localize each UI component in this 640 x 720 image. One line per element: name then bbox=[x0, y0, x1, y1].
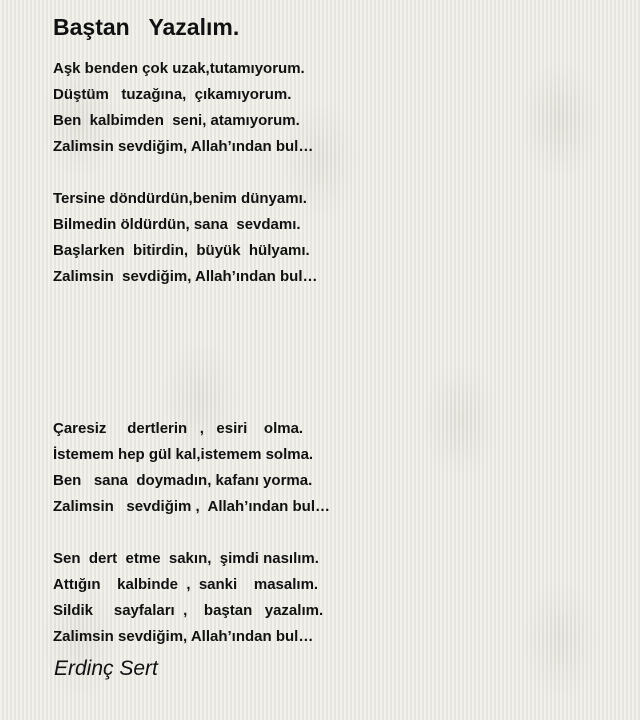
poem-line: Tersine döndürdün,benim dünyamı. bbox=[53, 190, 307, 207]
poem-line: Ben sana doymadın, kafanı yorma. bbox=[53, 472, 313, 489]
stanza-gap bbox=[53, 290, 613, 416]
poem-line: Zalimsin sevdiğim, Allah’ından bul… bbox=[53, 138, 314, 155]
poem-line: Ben kalbimden seni, atamıyorum. bbox=[53, 112, 300, 129]
stanza-1 bbox=[53, 56, 613, 160]
poem-line: Çaresiz dertlerin , esiri olma. bbox=[53, 420, 304, 437]
stanza-gap bbox=[53, 160, 613, 186]
poem-line: Sildik sayfaları , baştan yazalım. bbox=[53, 602, 324, 619]
poem-line: Bilmedin öldürdün, sana sevdamı. bbox=[53, 216, 301, 233]
poem-line: Başlarken bitirdin, büyük hülyamı. bbox=[53, 242, 310, 259]
poem-author: Erdinç Sert bbox=[54, 657, 158, 680]
poem-title: Baştan Yazalım. bbox=[53, 14, 240, 40]
stanza-3 bbox=[53, 416, 613, 520]
stanza-2 bbox=[53, 186, 613, 290]
poem-line: Sen dert etme sakın, şimdi nasılım. bbox=[53, 550, 319, 567]
poem-line: Zalimsin sevdiğim, Allah’ından bul… bbox=[53, 268, 318, 285]
poem-line: İstemem hep gül kal,istemem solma. bbox=[53, 446, 314, 463]
stanza-gap bbox=[53, 520, 613, 546]
poem-line: Düştüm tuzağına, çıkamıyorum. bbox=[53, 86, 292, 103]
poem-line: Zalimsin sevdiğim, Allah’ından bul… bbox=[53, 628, 314, 645]
poem-line: Aşk benden çok uzak,tutamıyorum. bbox=[53, 60, 305, 77]
poem-line: Attığın kalbinde , sanki masalım. bbox=[53, 576, 319, 593]
poem-container bbox=[53, 10, 613, 650]
poem-line: Zalimsin sevdiğim , Allah’ından bul… bbox=[53, 498, 330, 515]
stanza-4 bbox=[53, 546, 613, 650]
